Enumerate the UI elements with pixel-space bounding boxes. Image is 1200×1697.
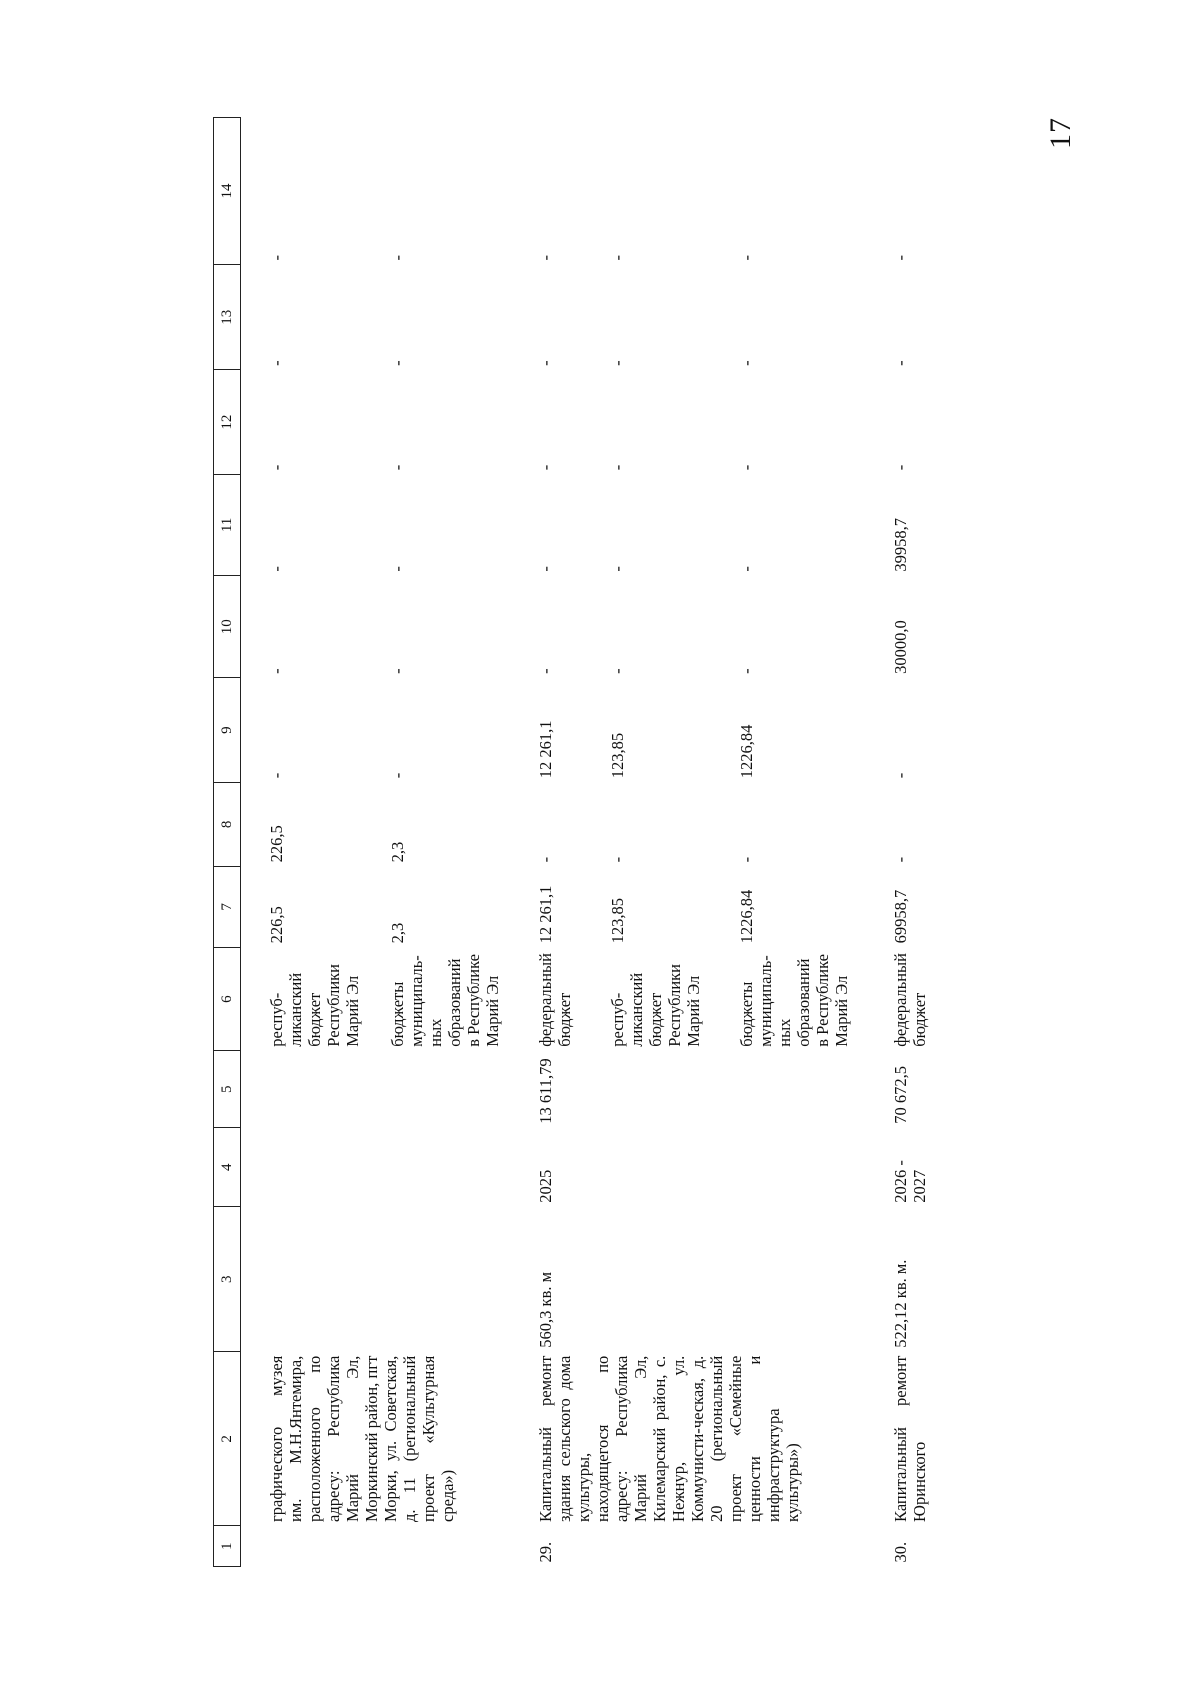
year-value: - (536, 464, 555, 471)
page-number: 17 (1044, 117, 1077, 149)
funding-source: федеральный бюджет (891, 953, 929, 1047)
capacity: 560,3 кв. м (536, 1271, 555, 1348)
column-header: 7 (214, 866, 241, 947)
year-value: - (608, 668, 627, 674)
funding-source: респуб- ликанский бюджет Республики Марий Эл (608, 963, 703, 1047)
column-header: 13 (214, 265, 241, 370)
year-value: - (536, 360, 555, 366)
column-header: 4 (214, 1128, 241, 1207)
year-value: - (608, 856, 627, 863)
column-number-row (214, 118, 241, 1567)
funding-source: бюджеты муниципаль- ных образований в Республике Марий Эл (737, 953, 851, 1047)
year-value: - (891, 856, 910, 863)
period: 2026 - 2027 (891, 1160, 929, 1203)
year-value: - (891, 255, 910, 261)
total-value: 69958,7 (891, 889, 910, 944)
total-value: 2,3 (388, 922, 407, 944)
year-value: 12 261,1 (536, 720, 555, 779)
year-value: - (737, 856, 756, 863)
capacity: 522,12 кв. м. (891, 1259, 910, 1348)
total-value: 12 261,1 (536, 885, 555, 944)
column-header: 14 (214, 118, 241, 265)
year-value: - (536, 668, 555, 674)
year-value: - (267, 668, 286, 674)
table-row (267, 118, 362, 1567)
funding-source: бюджеты муниципаль- ных образований в Республике Марий Эл (388, 953, 502, 1047)
year-value: 226,5 (267, 825, 286, 863)
column-header: 9 (214, 678, 241, 782)
program-table (213, 117, 929, 1567)
year-value: - (267, 464, 286, 471)
period: 2025 (536, 1169, 555, 1203)
row-number (267, 1526, 502, 1567)
capacity (267, 1207, 502, 1352)
year-value: 1226,84 (737, 724, 756, 779)
year-value: - (388, 255, 407, 261)
year-value: - (388, 772, 407, 779)
object-name: Капитальный ремонт Юринского (891, 1355, 929, 1522)
year-value: - (608, 255, 627, 261)
year-value: - (891, 464, 910, 471)
cost: 13 611,79 (536, 1058, 555, 1124)
row-number: 29. (536, 1541, 555, 1563)
object-name: Капитальный ремонт здания сельского дома культуры, находящегося по адресу: Республика Марий Эл, Килемарский район, с. Нежнур, ул. Коммунисти-ческая, д. 20 (региональный проект «Семейные ценности и инфраструктура культуры») (536, 1355, 802, 1522)
total-value: 1226,84 (737, 889, 756, 944)
column-header: 3 (214, 1207, 241, 1352)
year-value: - (737, 668, 756, 674)
column-header: 5 (214, 1051, 241, 1128)
row-number: 30. (891, 1541, 910, 1563)
year-value: - (536, 255, 555, 261)
column-header: 11 (214, 474, 241, 575)
column-header: 1 (214, 1526, 241, 1567)
cost (267, 1051, 502, 1128)
table-row (536, 118, 574, 1567)
funding-source: федеральный бюджет (536, 953, 574, 1047)
cost: 70 672,5 (891, 1066, 910, 1124)
year-value: - (536, 566, 555, 572)
year-value: - (388, 668, 407, 674)
year-value: - (388, 566, 407, 572)
table-row (891, 118, 929, 1567)
year-value: - (891, 360, 910, 366)
year-value: - (737, 360, 756, 366)
year-value: 2,3 (388, 841, 407, 863)
year-value: - (267, 772, 286, 779)
year-value: 30000,0 (891, 620, 910, 674)
year-value: - (737, 566, 756, 572)
year-value: - (891, 772, 910, 779)
column-header: 12 (214, 370, 241, 474)
funding-source: респуб- ликанский бюджет Республики Марий Эл (267, 963, 362, 1047)
year-value: - (388, 464, 407, 471)
year-value: - (608, 566, 627, 572)
year-value: - (267, 255, 286, 261)
year-value: - (608, 464, 627, 471)
object-name: графического музея им. М.Н.Янтемира, расположенного по адресу: Республика Марий Эл, Моркинский район, пгт Морки, ул. Советская, д. 11 (региональный проект «Культурная среда») (267, 1355, 457, 1522)
year-value: - (267, 360, 286, 366)
year-value: - (388, 360, 407, 366)
column-header: 10 (214, 576, 241, 678)
year-value: 123,85 (608, 732, 627, 779)
column-header: 6 (214, 947, 241, 1050)
year-value: 39958,7 (891, 517, 910, 572)
column-header: 8 (214, 782, 241, 866)
year-value: - (536, 856, 555, 863)
year-value: - (608, 360, 627, 366)
total-value: 123,85 (608, 898, 627, 944)
year-value: - (737, 255, 756, 261)
period (267, 1128, 502, 1207)
total-value: 226,5 (267, 906, 286, 944)
column-header: 2 (214, 1352, 241, 1526)
year-value: - (737, 464, 756, 471)
year-value: - (267, 566, 286, 572)
